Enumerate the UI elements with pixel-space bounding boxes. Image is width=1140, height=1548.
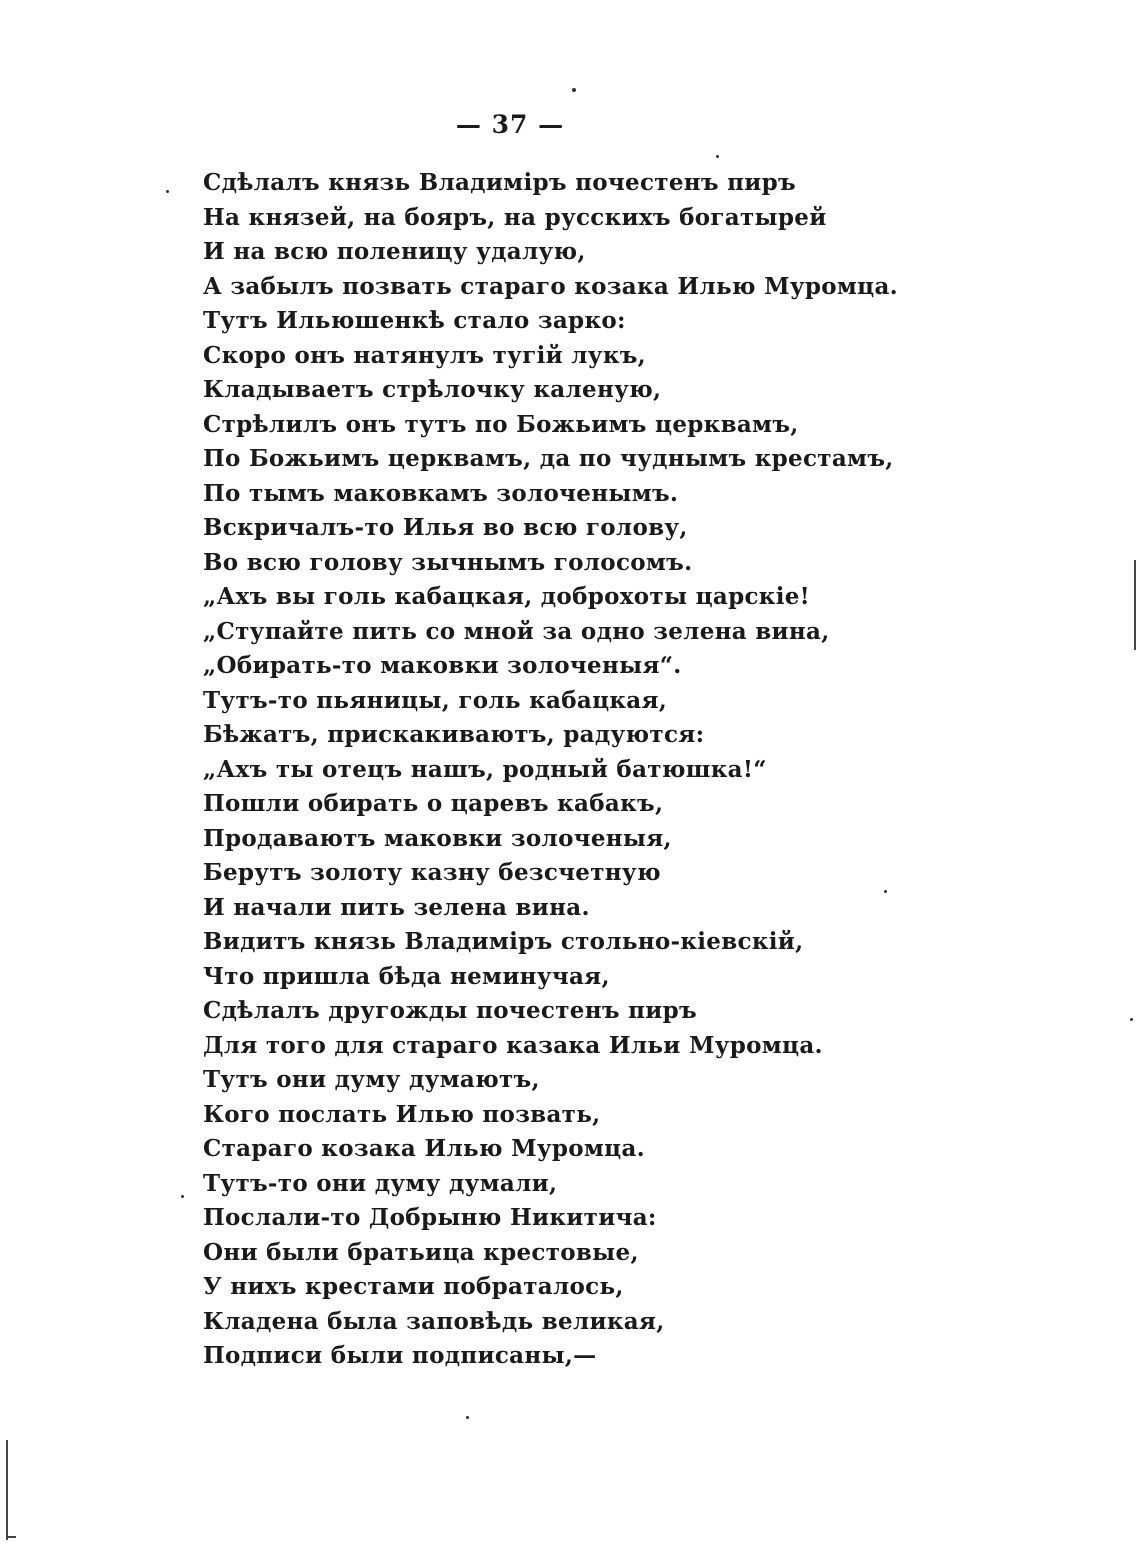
verse-line: „Ахъ ты отецъ нашъ, родный батюшка!“ (203, 755, 767, 783)
verse-line: Вскричалъ-то Илья во всю голову, (203, 514, 688, 541)
verse-line: Послали-то Добрыню Никитича: (203, 1204, 657, 1231)
verse-line: Тутъ они думу думаютъ, (203, 1066, 540, 1093)
verse-line: По Божьимъ церквамъ, да по чуднымъ крестамъ, (203, 445, 894, 472)
scan-speck (466, 1416, 469, 1419)
verse-line: „Обирать-то маковки золоченыя“. (203, 652, 682, 679)
page-edge-mark (1134, 560, 1136, 650)
verse-line: Сдѣлалъ другожды почестенъ пиръ (203, 997, 697, 1024)
verse-line: Скоро онъ натянулъ тугій лукъ, (203, 341, 646, 369)
verse-line: Тутъ Ильюшенкѣ стало зарко: (203, 307, 626, 334)
verse-line: На князей, на бояръ, на русскихъ богатырей (203, 203, 827, 231)
verse-line: Сдѣлалъ князь Владиміръ почестенъ пиръ (203, 169, 796, 196)
verse-line: По тымъ маковкамъ золоченымъ. (203, 479, 679, 507)
verse-line: Тутъ-то они думу думали, (203, 1169, 558, 1197)
verse-line: Во всю голову зычнымъ голосомъ. (203, 548, 693, 576)
scan-speck (1130, 1018, 1133, 1021)
scan-speck (572, 88, 576, 92)
page-edge-mark (6, 1440, 8, 1540)
verse-line: Тутъ-то пьяницы, голь кабацкая, (203, 686, 668, 714)
verse-line: А забылъ позвать стараго козака Илью Муромца. (203, 272, 898, 300)
verse-line: Кладена была заповѣдь великая, (203, 1307, 665, 1335)
verse-line: Видитъ князь Владиміръ стольно-кіевскій, (203, 928, 804, 955)
verse-text (203, 166, 898, 1374)
verse-line: Кладываетъ стрѣлочку каленую, (203, 376, 662, 403)
verse-line: Пошли обирать о царевъ кабакъ, (203, 790, 664, 817)
scan-speck (884, 890, 887, 893)
verse-line: Что пришла бѣда неминучая, (203, 962, 610, 990)
verse-line: Стрѣлилъ онъ тутъ по Божьимъ церквамъ, (203, 410, 799, 438)
verse-line: Подписи были подписаны,— (203, 1342, 597, 1369)
verse-line: Бѣжатъ, прискакиваютъ, радуются: (203, 721, 705, 748)
verse-line: Они были братьица крестовые, (203, 1238, 639, 1266)
verse-line: Стараго козака Илью Муромца. (203, 1135, 645, 1162)
verse-line: И на всю поленицу удалую, (203, 238, 586, 265)
verse-line: „Ступайте пить со мной за одно зелена вина, (203, 617, 830, 645)
verse-line: „Ахъ вы голь кабацкая, доброхоты царскіе! (203, 583, 811, 610)
scan-speck (716, 155, 719, 158)
verse-line: И начали пить зелена вина. (203, 893, 590, 921)
verse-line: Берутъ золоту казну безсчетную (203, 859, 661, 886)
page-number: — 37 — (455, 110, 565, 139)
verse-line: Кого послать Илью позвать, (203, 1100, 601, 1128)
scan-speck (181, 1195, 184, 1198)
verse-line: Продаваютъ маковки золоченыя, (203, 824, 672, 852)
scan-speck (166, 190, 169, 193)
page-edge-mark (6, 1536, 16, 1538)
verse-line: У нихъ крестами побраталось, (203, 1273, 624, 1300)
verse-line: Для того для стараго казака Ильи Муромца. (203, 1031, 823, 1059)
